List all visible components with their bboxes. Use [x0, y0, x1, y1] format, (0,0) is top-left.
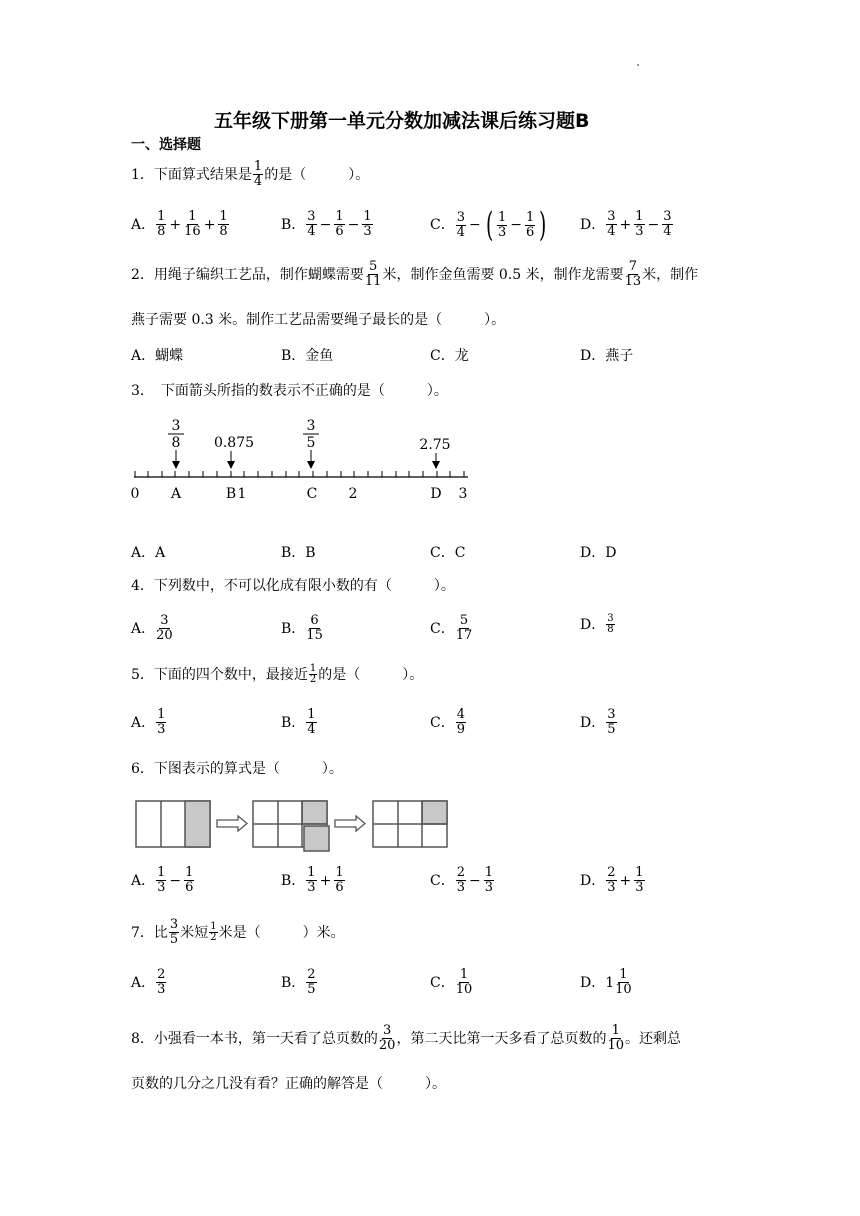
- svg-text:2.75: 2.75: [419, 437, 451, 453]
- question-8: 8．小强看一本书，第一天看了总页数的 $\frac{3}{20}$ ，第二天比第一天多看了总页数的 $\frac{1}{10}$ 。还剩总: [131, 1023, 681, 1053]
- question-2: 2．用绳子编织工艺品，制作蝴蝶需要 $\frac{5}{11}$ 米，制作金鱼需要 0.5 米，制作龙需要 $\frac{7}{13}$ 米，制作: [131, 259, 699, 289]
- arrow-b: [214, 435, 254, 469]
- q4-option-d[interactable]: D． $\frac{3}{8}$: [580, 613, 614, 635]
- q1-option-d[interactable]: D． $\frac{3}{4}$ + $\frac{1}{3}$ − $\frac{3}{4}$: [580, 209, 672, 239]
- q4-option-a[interactable]: A． $\frac{3}{20}$: [131, 613, 173, 643]
- svg-text:C: C: [306, 486, 318, 502]
- q1-option-b[interactable]: B． $\frac{3}{4}$ − $\frac{1}{6}$ − $\frac{1}{3}$: [281, 209, 372, 239]
- arrow-d: [419, 437, 450, 469]
- section-heading: 一、选择题: [131, 137, 201, 153]
- q5-option-a[interactable]: A． $\frac{1}{3}$: [131, 707, 166, 737]
- arrow-c: [303, 418, 319, 469]
- left-paren-glyph: (: [485, 205, 494, 245]
- fraction-diagram: [134, 796, 450, 854]
- arrow-right-icon: [335, 816, 365, 831]
- svg-text:D: D: [430, 486, 442, 502]
- q3-option-b[interactable]: B．B: [281, 545, 316, 561]
- svg-text:1: 1: [237, 486, 247, 502]
- q7-option-d[interactable]: D． 1 $\frac{1}{10}$: [580, 967, 632, 997]
- question-2-line2: 燕子需要 0.3 米。制作工艺品需要绳子最长的是（ ）。: [131, 312, 506, 328]
- q4-option-b[interactable]: B． $\frac{6}{15}$: [281, 613, 323, 643]
- question-7: 7．比 $\frac{3}{5}$ 米短 $\frac{1}{2}$ 米是（ ）米。: [131, 917, 345, 947]
- q5-option-b[interactable]: B． $\frac{1}{4}$: [281, 707, 316, 737]
- q7-option-a[interactable]: A． $\frac{2}{3}$: [131, 967, 166, 997]
- q3-option-a[interactable]: A．A: [131, 545, 166, 561]
- svg-text:0.875: 0.875: [213, 435, 255, 451]
- q5-option-d[interactable]: D． $\frac{3}{5}$: [580, 707, 616, 737]
- svg-text:3: 3: [458, 486, 468, 502]
- q6-option-b[interactable]: B． $\frac{1}{3}$ + $\frac{1}{6}$: [281, 865, 344, 895]
- q3-option-d[interactable]: D．D: [580, 545, 617, 561]
- q1-option-c[interactable]: C． $\frac{3}{4}$ − ( $\frac{1}{3}$ − $\frac{1}{6}$ ): [430, 205, 547, 245]
- question-1: [131, 160, 369, 189]
- q6-option-a[interactable]: A． $\frac{1}{3}$ − $\frac{1}{6}$: [131, 865, 194, 895]
- q1-option-a[interactable]: A． $\frac{1}{8}$ + $\frac{1}{16}$ + $\frac{1}{8}$: [131, 209, 228, 239]
- svg-text:8: 8: [171, 435, 181, 451]
- question-4: 4．下列数中，不可以化成有限小数的有（ ）。: [131, 578, 455, 594]
- svg-text:2: 2: [348, 486, 358, 502]
- q2-option-c[interactable]: C．龙: [430, 348, 469, 364]
- q4-option-c[interactable]: C． $\frac{5}{17}$: [430, 613, 473, 643]
- q2-option-a[interactable]: A．蝴蝶: [131, 348, 184, 364]
- svg-text:3: 3: [306, 418, 316, 434]
- corner-dot: [637, 64, 639, 66]
- right-paren-glyph: ): [539, 205, 547, 245]
- q6-option-c[interactable]: C． $\frac{2}{3}$ − $\frac{1}{3}$: [430, 865, 494, 895]
- question-3: 3． 下面箭头所指的数表示不正确的是（ ）。: [131, 383, 448, 399]
- q2-option-d[interactable]: D．燕子: [580, 348, 634, 364]
- q3-option-c[interactable]: C．C: [430, 545, 466, 561]
- fraction: $\frac{1}{4}$: [253, 159, 263, 189]
- question-5: 5．下面的四个数中，最接近 $\frac{1}{2}$ 的是（ ）。: [131, 663, 424, 685]
- svg-text:0: 0: [130, 486, 140, 502]
- q6-option-d[interactable]: D． $\frac{2}{3}$ + $\frac{1}{3}$: [580, 865, 644, 895]
- arrow-a: [168, 418, 184, 469]
- question-text: 1．下面算式结果是: [131, 166, 252, 183]
- page-title: 五年级下册第一单元分数加减法课后练习题B: [214, 110, 590, 132]
- svg-text:5: 5: [306, 435, 316, 451]
- arrow-right-icon: [217, 816, 247, 831]
- svg-text:3: 3: [171, 418, 181, 434]
- q7-option-b[interactable]: B． $\frac{2}{5}$: [281, 967, 316, 997]
- question-6: 6．下图表示的算式是（ ）。: [131, 761, 343, 777]
- q5-option-c[interactable]: C． $\frac{4}{9}$: [430, 707, 465, 737]
- q2-option-b[interactable]: B．金鱼: [281, 348, 334, 364]
- svg-text:A: A: [170, 486, 182, 502]
- question-8-line2: 页数的几分之几没有看？正确的解答是（ ）。: [131, 1076, 446, 1092]
- q7-option-c[interactable]: C． $\frac{1}{10}$: [430, 967, 473, 997]
- question-text: 的是（ ）。: [264, 166, 370, 183]
- number-line-figure: [128, 418, 478, 508]
- svg-text:B: B: [225, 486, 237, 502]
